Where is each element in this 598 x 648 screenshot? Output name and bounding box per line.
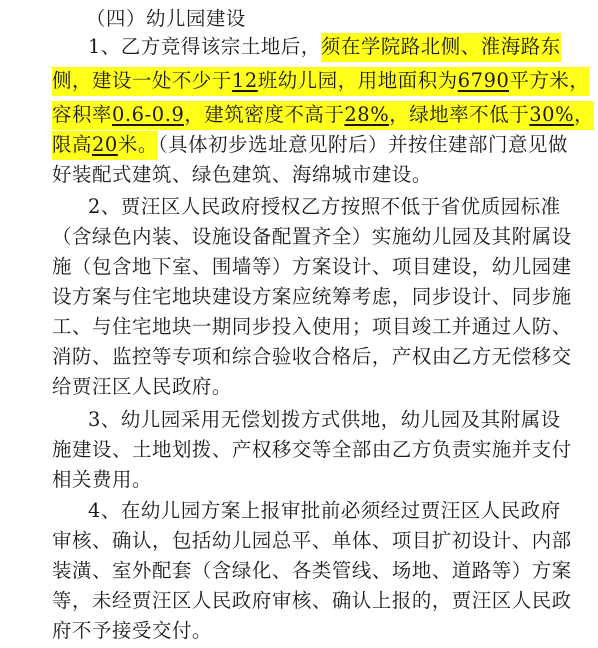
clause-3-line-2 bbox=[52, 433, 572, 467]
clause-4-line-1 bbox=[88, 494, 561, 528]
highlighted-text: ， bbox=[574, 101, 594, 130]
clause-text: 审核、确认，包括幼儿园总平、单体、项目扩初设计、内部 bbox=[52, 529, 572, 552]
highlighted-text: 平方米， bbox=[509, 67, 589, 96]
clause-text: 给贾汪区人民政府。 bbox=[52, 375, 232, 398]
clause-1-line-2 bbox=[52, 64, 589, 98]
clause-2-line-2 bbox=[52, 220, 572, 254]
highlighted-text: 限高 bbox=[52, 131, 92, 160]
clause-1-line-5 bbox=[52, 158, 432, 192]
section-heading: （四）幼儿园建设 bbox=[86, 7, 246, 30]
clause-2-line-1 bbox=[88, 190, 561, 224]
clause-text: 相关费用。 bbox=[52, 468, 152, 491]
clause-3-line-1 bbox=[88, 403, 561, 437]
clause-text: 1、乙方竞得该宗土地后， bbox=[88, 35, 321, 58]
highlighted-figure: 12 bbox=[232, 67, 258, 96]
clause-2-line-3 bbox=[52, 250, 572, 284]
highlighted-figure: 20 bbox=[92, 131, 118, 160]
clause-text: 好装配式建筑、绿色建筑、海绵城市建设。 bbox=[52, 163, 432, 186]
highlighted-text: 侧，建设一处不少于 bbox=[52, 67, 232, 96]
clause-text: 设方案与住宅地块建设方案应统筹考虑，同步设计、同步施 bbox=[52, 285, 572, 308]
highlighted-figure: 6790 bbox=[458, 67, 510, 96]
clause-1-line-4 bbox=[52, 128, 568, 162]
clause-4-line-4 bbox=[52, 584, 572, 618]
clause-text: 施建设、土地划拨、产权移交等全部由乙方负责实施并支付 bbox=[52, 438, 572, 461]
clause-3-line-3 bbox=[52, 463, 152, 497]
highlighted-text: 容积率 bbox=[52, 101, 112, 130]
clause-4-line-2 bbox=[52, 524, 572, 558]
highlighted-text: 须在学院路北侧、淮海路东 bbox=[321, 33, 561, 62]
clause-text: （含绿色内装、设施设备配置齐全）实施幼儿园及其附属设 bbox=[52, 225, 572, 248]
highlighted-text: ，绿地率不低于 bbox=[389, 101, 529, 130]
clause-2-line-6 bbox=[52, 340, 572, 374]
clause-2-line-7 bbox=[52, 370, 232, 404]
clause-text: 工、与住宅地块一期同步投入使用；项目竣工并通过人防、 bbox=[52, 315, 572, 338]
clause-text: 施（包含地下室、围墙等）方案设计、项目建设，幼儿园建 bbox=[52, 255, 572, 278]
highlighted-figure: 30% bbox=[529, 101, 574, 130]
clause-text: 府不予接受交付。 bbox=[52, 619, 212, 642]
clause-text: 消防、监控等专项和综合验收合格后，产权由乙方无偿移交 bbox=[52, 345, 572, 368]
clause-2-line-5 bbox=[52, 310, 572, 344]
clause-4-line-3 bbox=[52, 554, 572, 588]
clause-1-line-1 bbox=[88, 30, 561, 64]
highlighted-figure: 28% bbox=[344, 101, 389, 130]
clause-2-line-4 bbox=[52, 280, 572, 314]
highlighted-text: 班幼儿园，用地面积为 bbox=[258, 67, 458, 96]
clause-4-line-5 bbox=[52, 614, 212, 648]
clause-text: 3、幼儿园采用无偿划拨方式供地，幼儿园及其附属设 bbox=[88, 408, 561, 431]
clause-text: 4、在幼儿园方案上报审批前必须经过贾汪区人民政府 bbox=[88, 499, 561, 522]
clause-1-line-3 bbox=[52, 98, 594, 132]
highlighted-text: ，建筑密度不高于 bbox=[184, 101, 344, 130]
clause-text: 2、贾汪区人民政府授权乙方按照不低于省优质园标准 bbox=[88, 195, 561, 218]
clause-text: 装潢、室外配套（含绿化、各类管线、场地、道路等）方案 bbox=[52, 559, 572, 582]
clause-text: 等，未经贾汪区人民政府审核、确认上报的，贾汪区人民政 bbox=[52, 589, 572, 612]
highlighted-figure: 0.6-0.9 bbox=[112, 101, 184, 130]
highlighted-text: 米。 bbox=[118, 131, 158, 160]
clause-text: （具体初步选址意见附后）并按住建部门意见做 bbox=[157, 133, 568, 156]
